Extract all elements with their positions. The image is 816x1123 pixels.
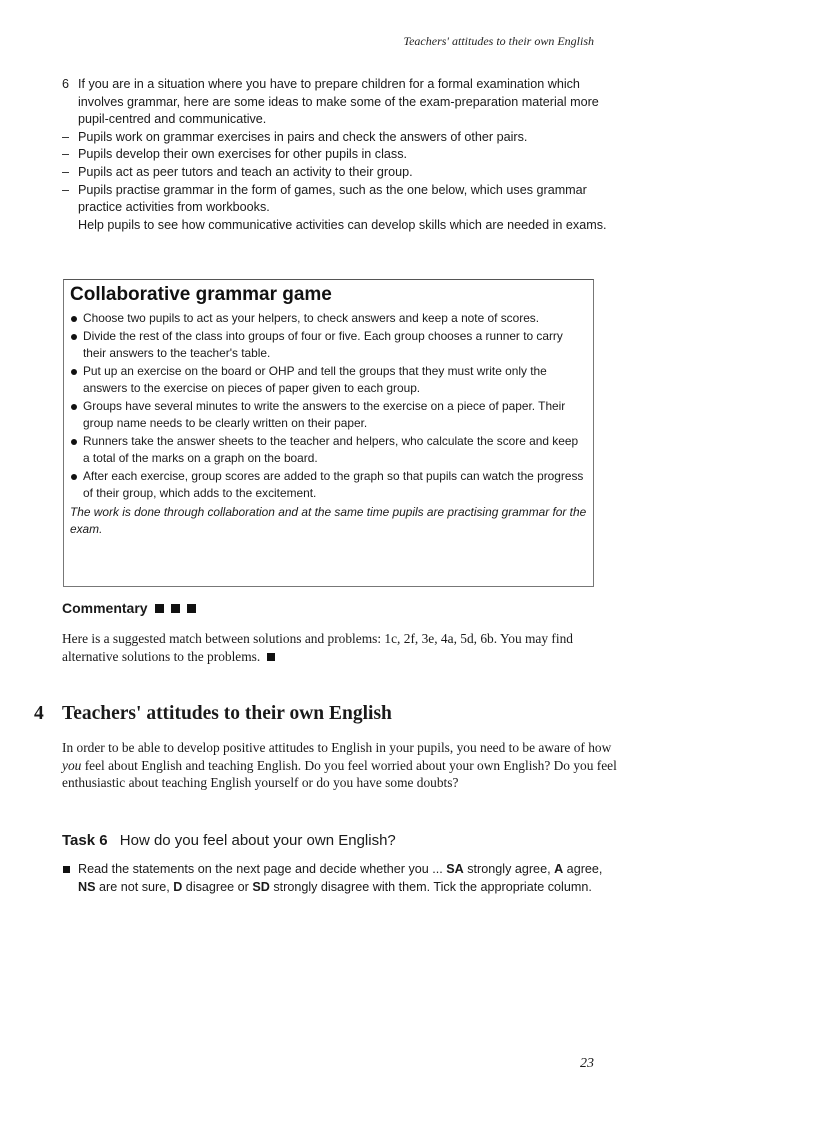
- box-bullet: [70, 328, 587, 362]
- commentary-text: Here is a suggested match between solutions and problems: 1c, 2f, 3e, 4a, 5d, 6b. You may find alternative solutions to the problems.: [62, 631, 573, 664]
- bullet-dot-icon: [70, 433, 83, 467]
- box-bullet: [70, 433, 587, 467]
- section-number: 4: [34, 703, 44, 724]
- task-text-part: agree,: [563, 862, 603, 876]
- square-icon: [155, 604, 164, 613]
- dash-marker: –: [62, 182, 70, 197]
- dash-marker: –: [62, 164, 70, 179]
- bullet-text: Divide the rest of the class into groups of four or five. Each group chooses a runner to carry their answers to the teacher's table.: [83, 329, 563, 360]
- square-bullet-icon: [62, 861, 78, 896]
- dash-item-text: Pupils develop their own exercises for other pupils in class.: [78, 147, 407, 162]
- scale-sa: SA: [446, 862, 464, 876]
- dash-item: [62, 182, 622, 217]
- running-head: Teachers' attitudes to their own English: [403, 34, 594, 48]
- dash-item: [62, 164, 622, 182]
- task-title: How do you feel about your own English?: [119, 832, 396, 849]
- section-body-emphasis: you: [62, 757, 82, 773]
- square-icon: [171, 604, 180, 613]
- dash-item: [62, 129, 622, 147]
- dash-item-text: Pupils act as peer tutors and teach an activity to their group.: [78, 164, 413, 179]
- list-item-6: [62, 76, 622, 129]
- bullet-dot-icon: [70, 328, 83, 362]
- commentary-heading: [62, 600, 196, 616]
- section-body-text: In order to be able to develop positive attitudes to English in your pupils, you need to be aware of how: [62, 740, 612, 755]
- bullet-text: Groups have several minutes to write the answers to the exercise on a piece of paper. Their group name needs to be clearly written on their paper.: [83, 399, 566, 430]
- task-heading: [62, 832, 396, 849]
- scale-d: D: [173, 879, 183, 894]
- task-text-part: are not sure,: [95, 879, 174, 894]
- commentary-title: Commentary: [62, 600, 148, 616]
- exam-prep-list: [62, 76, 622, 234]
- box-bullet: [70, 363, 587, 397]
- bullet-dot-icon: [70, 468, 83, 502]
- scale-a: A: [554, 862, 564, 876]
- scale-ns: NS: [78, 879, 96, 894]
- page-number: 23: [580, 1056, 594, 1071]
- task-instruction: [62, 861, 622, 896]
- square-icon: [187, 604, 196, 613]
- item-number: 6: [62, 77, 70, 91]
- task-text-part: strongly disagree with them. Tick the appropriate column.: [269, 879, 592, 894]
- box-bullet: [70, 310, 587, 327]
- bullet-text: Runners take the answer sheets to the teacher and helpers, who calculate the score and keep a total of the marks on a graph on the board.: [83, 434, 579, 465]
- task-text-part: Read the statements on the next page and decide whether you ...: [78, 862, 447, 876]
- section-body-text-rest: feel about English and teaching English. Do you feel worried about your own English? Do you feel enthusiastic about teaching English yourself or do you have some doubts?: [62, 757, 617, 791]
- bullet-text: After each exercise, group scores are added to the graph so that pupils can watch the progress of their group, which adds to the excitement.: [83, 469, 584, 500]
- scale-sd: SD: [252, 879, 270, 894]
- end-square-icon: [267, 653, 275, 661]
- task-text-part: strongly agree,: [463, 862, 555, 876]
- section-body: [62, 739, 622, 792]
- task-instruction-text: [78, 861, 622, 896]
- bullet-text: Put up an exercise on the board or OHP and tell the groups that they must write only the answers to the exercise on pieces of paper given to each group.: [83, 364, 547, 395]
- list-closing: Help pupils to see how communicative activities can develop skills which are needed in exams.: [78, 217, 607, 232]
- section-heading: [34, 703, 392, 725]
- item-intro: If you are in a situation where you have to prepare children for a formal examination which involves grammar, here are some ideas to make some of the exam-preparation material more pupil-centred and communicative.: [78, 77, 599, 127]
- dash-marker: –: [62, 129, 70, 144]
- box-title: Collaborative grammar game: [70, 284, 332, 305]
- box-bullet: [70, 398, 587, 432]
- bullet-text: Choose two pupils to act as your helpers, to check answers and keep a note of scores.: [83, 311, 540, 325]
- box-closing: The work is done through collaboration and at the same time pupils are practising grammar for the exam.: [70, 505, 587, 536]
- bullet-dot-icon: [70, 310, 83, 327]
- dash-item-text: Pupils work on grammar exercises in pairs and check the answers of other pairs.: [78, 129, 528, 144]
- collaborative-grammar-game-box: [63, 279, 594, 587]
- task-label: Task 6: [62, 832, 108, 849]
- task-text-part: disagree or: [182, 879, 253, 894]
- dash-marker: –: [62, 147, 70, 162]
- section-title: Teachers' attitudes to their own English: [62, 703, 392, 724]
- bullet-dot-icon: [70, 398, 83, 432]
- box-bullet: [70, 468, 587, 502]
- dash-item-text: Pupils practise grammar in the form of games, such as the one below, which uses grammar practice activities from workbooks.: [78, 182, 587, 215]
- bullet-dot-icon: [70, 363, 83, 397]
- dash-item: [62, 146, 622, 164]
- commentary-body: [62, 630, 622, 665]
